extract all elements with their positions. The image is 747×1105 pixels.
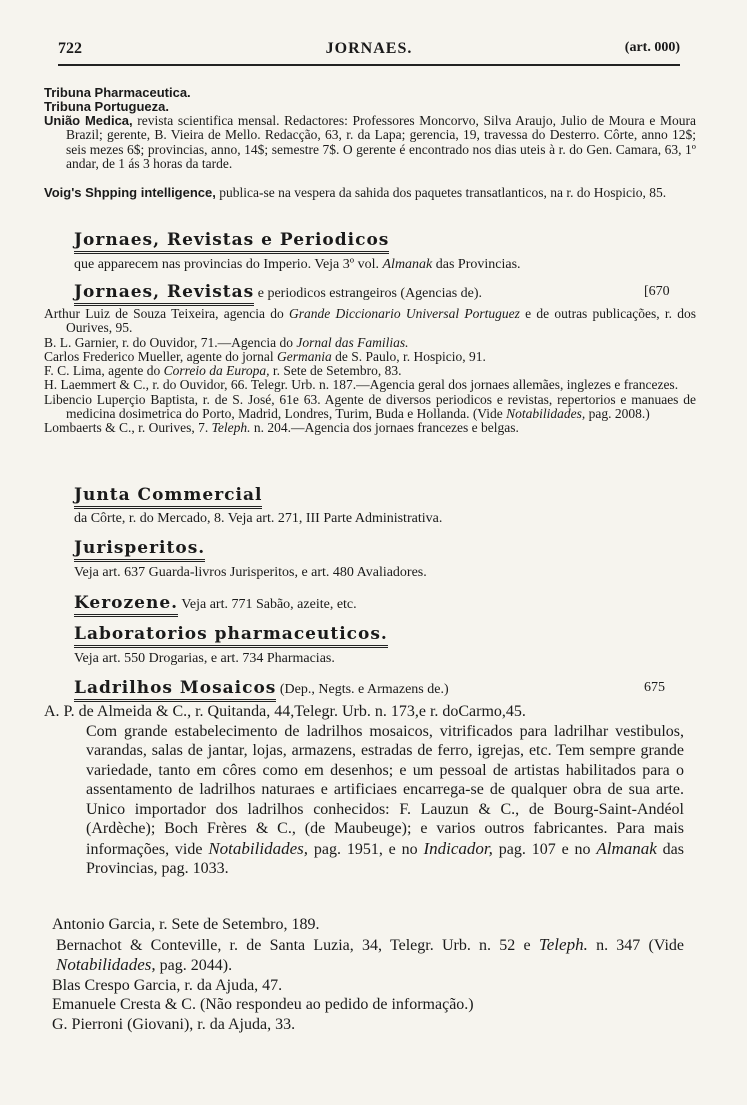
list-item: Libencio Luperçio Baptista, r. de S. José, 61e 63. Agente de diversos periodicos e revistas, repertorios e manuaes de medicina dosimetrica do Porto, Madrid, Londres, Turim, Buda e Hollanda. (Vide Notabilidades, pag. 2008.) <box>44 391 696 422</box>
main-entry: A. P. de Almeida & C., r. Quitanda, 44,Telegr. Urb. n. 173,e r. doCarmo,45. Com grande estabelecimento de ladrilhos mosaicos, vitrificados para ladrilhar vestibulos, varandas, salas de jantar, lojas, armazens, estradas de ferro, igrejas, etc. Tem sempre grande variedade, tanto em côres como em desenhos; e um pessoal de artistas habilitados para o assentamento de ladrilhos naturaes e artificiaes encarrega-se de qualquer obra de sua arte. Unico importador dos ladrilhos conhecidos: F. Lauzun & C., de Bourg-Saint-Andéol (Ardèche); Boch Frères & C., (de Maubeuge); e varios outros fabricantes. Para mais informações, vide Notabilidades, pag. 1951, e no Indicador, pag. 107 e no Almanak das Provincias, pag. 1033. <box>44 703 685 877</box>
top-entry: União Medica, revista scientifica mensal. Redactores: Professores Moncorvo, Silva Araujo, Julio de Moura e Moura Brazil; gerente, B. Vieira de Mello. Redacção, 63, r. da Lapa; gerencia, 19, travessa do Desterro. Côrte, anno 12$; seis mezes 6$; provincias, anno, 14$; semestre 7$. O gerente é encontrado nos dias uteis à r. do Gen. Camara, 63, 1º andar, de 1 ás 3 horas da tarde. <box>44 113 696 171</box>
list-item: B. L. Garnier, r. do Ouvidor, 71.—Agencia do Jornal das Familias. <box>44 334 409 350</box>
section-heading: Junta Commercial <box>74 485 262 505</box>
section-heading: Jornaes, Revistas e periodicos estrangeiros (Agencias de). [670 <box>74 282 674 302</box>
section-line: da Côrte, r. do Mercado, 8. Veja art. 271, III Parte Administrativa. <box>74 511 443 526</box>
section-heading: Jurisperitos. <box>74 538 205 558</box>
section-line: Veja art. 637 Guarda-livros Jurisperitos, e art. 480 Avaliadores. <box>74 565 427 580</box>
section-heading: Laboratorios pharmaceuticos. <box>74 624 388 644</box>
section-line: Veja art. 550 Drogarias, e art. 734 Pharmacias. <box>74 651 335 666</box>
list-item: H. Laemmert & C., r. do Ouvidor, 66. Telegr. Urb. n. 187.—Agencia geral dos jornaes allemães, inglezes e francezes. <box>44 377 679 393</box>
list-item: Blas Crespo Garcia, r. da Ajuda, 47. <box>52 976 283 994</box>
article-range: (art. 000) <box>624 40 680 55</box>
section-line: que apparecem nas provincias do Imperio. Veja 3º vol. Almanak das Provincias. <box>74 257 521 272</box>
list-item: Antonio Garcia, r. Sete de Setembro, 189. <box>52 916 320 933</box>
list-item: Arthur Luiz de Souza Teixeira, agencia do Grande Diccionario Universal Portuguez e de outras publicações, r. dos Ourives, 95. <box>44 306 696 336</box>
list-item: F. C. Lima, agente do Correio da Europa, r. Sete de Setembro, 83. <box>44 363 402 379</box>
top-entry: Tribuna Portugueza. <box>44 99 169 114</box>
top-entry: Tribuna Pharmaceutica. <box>44 85 191 100</box>
agency-list <box>44 307 696 436</box>
list-item: Lombaerts & C., r. Ourives, 7. Teleph. n. 204.—Agencia dos jornaes francezes e belgas. <box>44 420 519 436</box>
page-number: 722 <box>58 40 82 57</box>
list-item: G. Pierroni (Giovani), r. da Ajuda, 33. <box>52 1015 296 1033</box>
section-heading: Ladrilhos Mosaicos (Dep., Negts. e Armazens de.) 675 <box>74 678 674 698</box>
page-title: JORNAES. <box>325 40 413 57</box>
page-header <box>58 40 680 62</box>
section-heading: Jornaes, Revistas e Periodicos <box>74 230 389 250</box>
list-item: Emanuele Cresta & C. (Não respondeu ao pedido de informação.) <box>52 996 474 1013</box>
dealer-list <box>44 915 684 1034</box>
list-item: Carlos Frederico Mueller, agente do jornal Germania de S. Paulo, r. Hospicio, 91. <box>44 348 486 364</box>
header-rule <box>58 64 680 66</box>
list-item: Bernachot & Conteville, r. de Santa Luzia, 34, Telegr. Urb. n. 52 e Teleph. n. 347 (Vide Notabilidades, pag. 2044). <box>56 934 684 974</box>
section-heading: Kerozene. Veja art. 771 Sabão, azeite, etc. <box>74 593 357 613</box>
top-entry: Voig's Shpping intelligence, publica-se na vespera da sahida dos paquetes transatlanticos, na r. do Hospicio, 85. <box>44 185 667 200</box>
